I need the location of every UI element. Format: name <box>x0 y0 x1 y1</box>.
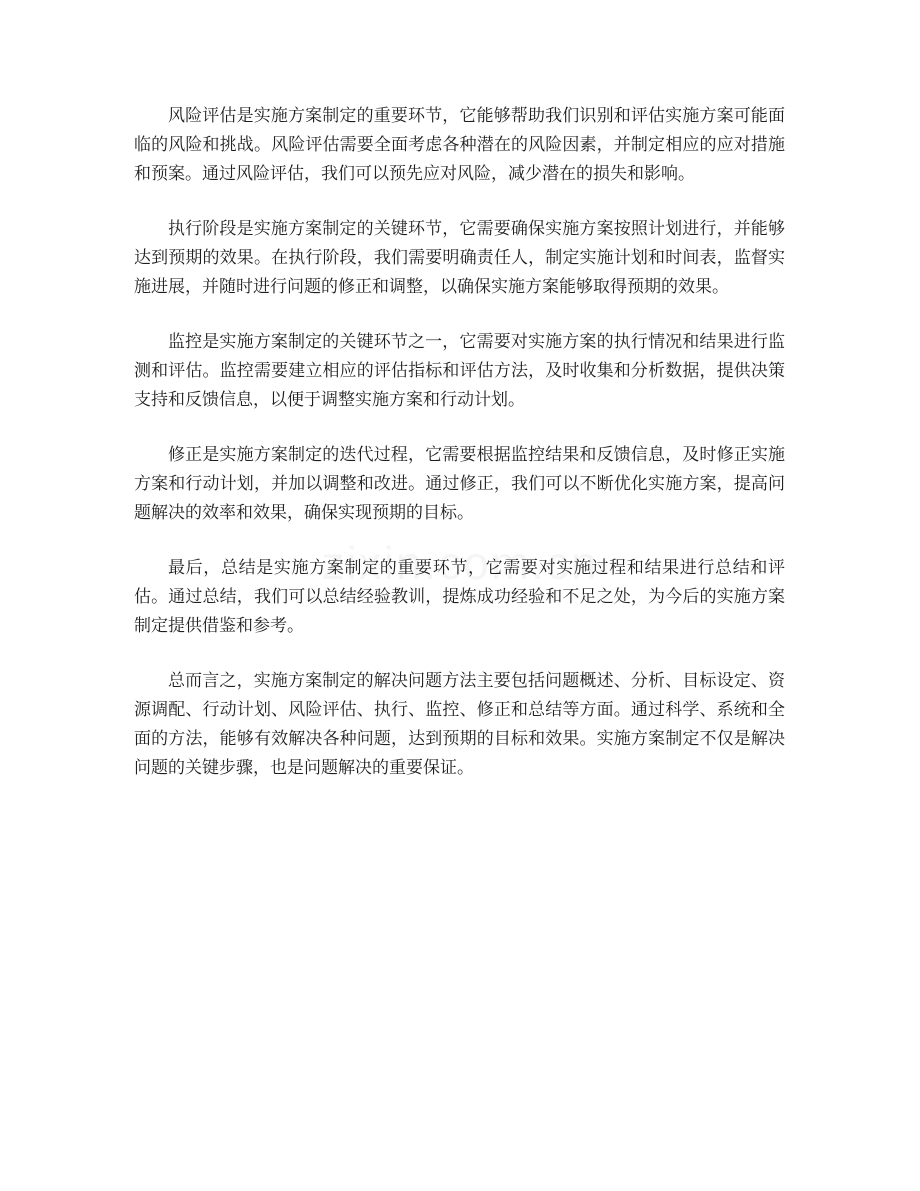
paragraph-conclusion: 总而言之，实施方案制定的解决问题方法主要包括问题概述、分析、目标设定、资源调配、行动计划、风险评估、执行、监控、修正和总结等方面。通过科学、系统和全面的方法，能够有效解决各种问题，达到预期的目标和效果。实施方案制定不仅是解决问题的关键步骤，也是问题解决的重要保证。 <box>134 671 785 778</box>
paragraph-summary: 最后，总结是实施方案制定的重要环节，它需要对实施过程和结果进行总结和评估。通过总结，我们可以总结经验教训，提炼成功经验和不足之处，为今后的实施方案制定提供借鉴和参考。 <box>134 558 785 636</box>
paragraph-risk-assessment: 风险评估是实施方案制定的重要环节，它能够帮助我们识别和评估实施方案可能面临的风险和挑战。风险评估需要全面考虑各种潜在的风险因素，并制定相应的应对措施和预案。通过风险评估，我们可以预先应对风险，减少潜在的损失和影响。 <box>134 106 785 184</box>
paragraph-correction: 修正是实施方案制定的迭代过程，它需要根据监控结果和反馈信息，及时修正实施方案和行动计划，并加以调整和改进。通过修正，我们可以不断优化实施方案，提高问题解决的效率和效果，确保实现预期的目标。 <box>134 445 785 523</box>
document-body <box>134 102 785 809</box>
paragraph-monitoring: 监控是实施方案制定的关键环节之一，它需要对实施方案的执行情况和结果进行监测和评估。监控需要建立相应的评估指标和评估方法，及时收集和分析数据，提供决策支持和反馈信息，以便于调整实施方案和行动计划。 <box>134 332 785 410</box>
paragraph-execution: 执行阶段是实施方案制定的关键环节，它需要确保实施方案按照计划进行，并能够达到预期的效果。在执行阶段，我们需要明确责任人，制定实施计划和时间表，监督实施进展，并随时进行问题的修正和调整，以确保实施方案能够取得预期的效果。 <box>134 219 785 297</box>
